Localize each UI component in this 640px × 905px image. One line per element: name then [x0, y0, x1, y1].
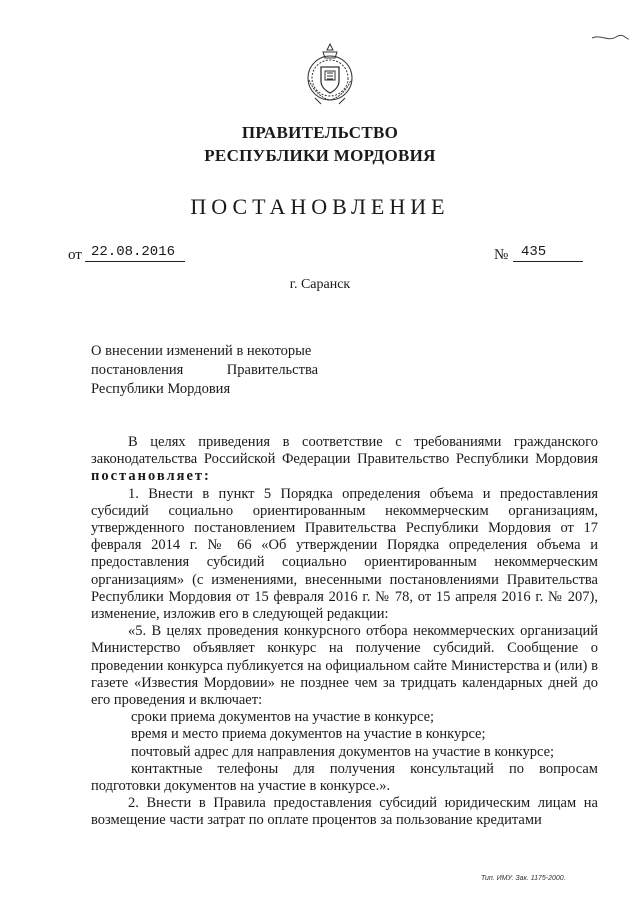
document-type-title: ПОСТАНОВЛЕНИЕ — [190, 194, 450, 219]
number-label: № — [494, 247, 509, 263]
paragraph-item-1: 1. Внести в пункт 5 Порядка определения объема и предоставления субсидий социально ориентированным некоммерческим организациям, утвержденного постановлением Правительства Республики Мордовия от 17 февраля 2014 г. № 66 «Об утверждении Порядка определения объема и предоставления субсидий социально ориентированным некоммерческим организациям» (с изменениями, внесенными постановлениями Правительства Республики Мордовия от 15 февраля 2016 г. № 78, от 15 апреля 2016 г. № 207), изменение, изложив его в следующей редакции: — [91, 485, 598, 623]
document-number: 435 — [513, 244, 583, 262]
coat-of-arms-emblem — [299, 40, 361, 110]
subject-line-2: постановления Правительства — [91, 362, 319, 378]
pen-mark — [590, 28, 630, 48]
document-date: 22.08.2016 — [85, 244, 185, 262]
document-subject — [91, 342, 327, 399]
list-item-contact-phones: контактные телефоны для получения консультаций по вопросам подготовки документов на участие в конкурсе.». — [91, 760, 598, 795]
print-mark: Тип. ИМУ. Зак. 1175-2000. — [481, 875, 566, 882]
paragraph-quoted-5: «5. В целях проведения конкурсного отбора некоммерческих организаций Министерство объявляет конкурс на получение субсидий. Сообщение о проведении конкурса публикуется на официальном сайте Министерства и (или) в газете «Известия Мордовии» не позднее чем за тридцать календарных дней до его проведения и включает: — [91, 623, 598, 709]
subject-line-1: О внесении изменений в некоторые — [91, 343, 312, 359]
paragraph-preamble — [91, 434, 598, 486]
org-name-line1: ПРАВИТЕЛЬСТВО — [241, 123, 399, 142]
list-item-time-place: время и место приема документов на участие в конкурсе; — [131, 726, 486, 743]
subject-line-3: Республики Мордовия — [91, 381, 231, 397]
paragraph-item-2: 2. Внести в Правила предоставления субсидий юридическим лицам на возмещение части затрат по оплате процентов за пользование кредитами — [91, 795, 598, 829]
document-body — [91, 434, 598, 830]
date-label: от — [68, 247, 82, 263]
list-item-deadlines: сроки приема документов на участие в конкурсе; — [131, 709, 435, 726]
city: г. Саранск — [289, 277, 351, 292]
preamble-resolves: постановляет: — [91, 468, 211, 485]
list-item-postal-address: почтовый адрес для направления документов на участие в конкурсе; — [131, 743, 555, 760]
org-name-line2: РЕСПУБЛИКИ МОРДОВИЯ — [204, 146, 436, 165]
preamble-text: В целях приведения в соответствие с требованиями гражданского законодательства Российской Федерации Правительство Республики Мордовия — [91, 434, 598, 468]
